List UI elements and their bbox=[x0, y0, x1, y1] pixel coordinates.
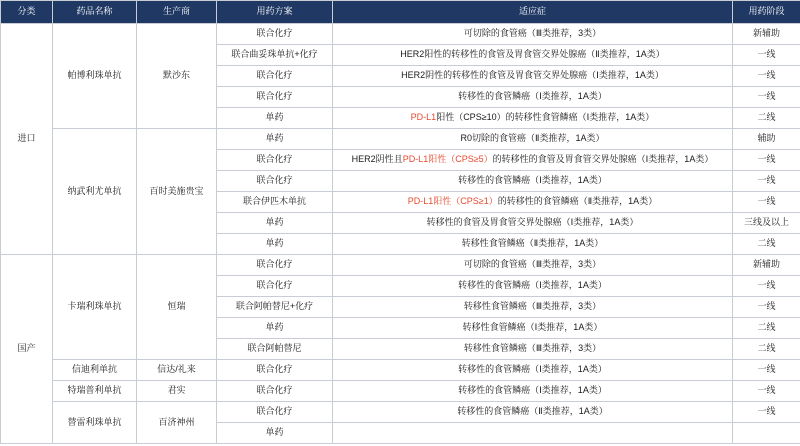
treatment-line-cell: 新辅助 bbox=[733, 255, 800, 276]
treatment-plan-cell: 联合阿帕替尼+化疗 bbox=[217, 297, 333, 318]
treatment-plan-cell: 联合化疗 bbox=[217, 66, 333, 87]
manufacturer-cell: 默沙东 bbox=[137, 24, 217, 129]
treatment-line-cell: 辅助 bbox=[733, 129, 800, 150]
indication-cell: 可切除的食管癌（Ⅲ类推荐，3类） bbox=[333, 255, 733, 276]
category-cell: 进口 bbox=[1, 24, 53, 255]
treatment-plan-cell: 联合化疗 bbox=[217, 87, 333, 108]
treatment-line-cell bbox=[733, 423, 800, 444]
table-row bbox=[1, 24, 800, 45]
drug-name-cell: 替雷利珠单抗 bbox=[53, 402, 137, 444]
indication-cell: 转移性食管鳞癌（Ⅲ类推荐，3类） bbox=[333, 339, 733, 360]
indication-cell: 转移性的食管鳞癌（Ⅰ类推荐，1A类） bbox=[333, 381, 733, 402]
indication-highlight: PD-L1阳性（CPS≥5） bbox=[402, 154, 493, 165]
indication-cell: PD-L1阳性（CPS≥1）的转移性的食管鳞癌（Ⅱ类推荐，1A类） bbox=[333, 192, 733, 213]
treatment-plan-cell: 联合化疗 bbox=[217, 24, 333, 45]
indication-cell: 转移性的食管鳞癌（Ⅰ类推荐，1A类） bbox=[333, 360, 733, 381]
indication-highlight: PD-L1 bbox=[410, 112, 437, 123]
drug-name-cell: 帕博利珠单抗 bbox=[53, 24, 137, 129]
column-header-plan: 用药方案 bbox=[217, 1, 333, 24]
treatment-line-cell: 一线 bbox=[733, 297, 800, 318]
table-row bbox=[1, 255, 800, 276]
drug-name-cell: 纳武利尤单抗 bbox=[53, 129, 137, 255]
indication-cell: HER2阴性且PD-L1阳性（CPS≥5）的转移性的食管及胃食管交界处腺癌（Ⅰ类推荐，1A类） bbox=[333, 150, 733, 171]
treatment-plan-cell: 单药 bbox=[217, 318, 333, 339]
treatment-plan-cell: 联合化疗 bbox=[217, 255, 333, 276]
treatment-plan-cell: 联合化疗 bbox=[217, 276, 333, 297]
table-header-row bbox=[1, 1, 800, 24]
column-header-category: 分类 bbox=[1, 1, 53, 24]
indication-cell: 转移性食管鳞癌（Ⅱ类推荐，1A类） bbox=[333, 234, 733, 255]
column-header-indication: 适应症 bbox=[333, 1, 733, 24]
indication-cell: 转移性的食管及胃食管交界处腺癌（Ⅰ类推荐，1A类） bbox=[333, 213, 733, 234]
treatment-plan-cell: 单药 bbox=[217, 213, 333, 234]
manufacturer-cell: 君实 bbox=[137, 381, 217, 402]
treatment-line-cell: 一线 bbox=[733, 171, 800, 192]
treatment-plan-cell: 联合化疗 bbox=[217, 360, 333, 381]
category-cell: 国产 bbox=[1, 255, 53, 444]
treatment-plan-cell: 联合曲妥珠单抗+化疗 bbox=[217, 45, 333, 66]
table-row bbox=[1, 381, 800, 402]
table-body bbox=[1, 24, 800, 444]
table-row bbox=[1, 402, 800, 423]
treatment-line-cell: 一线 bbox=[733, 276, 800, 297]
treatment-line-cell: 一线 bbox=[733, 66, 800, 87]
indication-cell: 可切除的食管癌（Ⅲ类推荐，3类） bbox=[333, 24, 733, 45]
treatment-plan-cell: 联合伊匹木单抗 bbox=[217, 192, 333, 213]
treatment-line-cell: 一线 bbox=[733, 402, 800, 423]
manufacturer-cell: 百济神州 bbox=[137, 402, 217, 444]
treatment-line-cell: 二线 bbox=[733, 339, 800, 360]
treatment-line-cell: 二线 bbox=[733, 234, 800, 255]
indication-cell: HER2阴性的转移性的食管及胃食管交界处腺癌（Ⅰ类推荐，1A类） bbox=[333, 66, 733, 87]
treatment-plan-cell: 单药 bbox=[217, 108, 333, 129]
drug-name-cell: 卡瑞利珠单抗 bbox=[53, 255, 137, 360]
indication-cell: 转移性的食管鳞癌（Ⅰ类推荐，1A类） bbox=[333, 87, 733, 108]
indication-cell: 转移性的食管鳞癌（Ⅰ类推荐，1A类） bbox=[333, 171, 733, 192]
treatment-plan-cell: 单药 bbox=[217, 129, 333, 150]
treatment-line-cell: 一线 bbox=[733, 45, 800, 66]
manufacturer-cell: 恒瑞 bbox=[137, 255, 217, 360]
treatment-line-cell: 一线 bbox=[733, 192, 800, 213]
table-row bbox=[1, 360, 800, 381]
treatment-line-cell: 二线 bbox=[733, 318, 800, 339]
column-header-drug: 药品名称 bbox=[53, 1, 137, 24]
treatment-plan-cell: 联合阿帕替尼 bbox=[217, 339, 333, 360]
table-row bbox=[1, 129, 800, 150]
indication-cell: 转移性食管鳞癌（Ⅲ类推荐，3类） bbox=[333, 297, 733, 318]
drug-name-cell: 特瑞普利单抗 bbox=[53, 381, 137, 402]
treatment-plan-cell: 联合化疗 bbox=[217, 150, 333, 171]
treatment-line-cell: 一线 bbox=[733, 360, 800, 381]
treatment-line-cell: 三线及以上 bbox=[733, 213, 800, 234]
treatment-plan-cell: 联合化疗 bbox=[217, 402, 333, 423]
manufacturer-cell: 百时美施贵宝 bbox=[137, 129, 217, 255]
drug-name-cell: 信迪利单抗 bbox=[53, 360, 137, 381]
treatment-line-cell: 一线 bbox=[733, 87, 800, 108]
treatment-line-cell: 一线 bbox=[733, 150, 800, 171]
treatment-plan-cell: 联合化疗 bbox=[217, 381, 333, 402]
indication-cell: HER2阳性的转移性的食管及胃食管交界处腺癌（Ⅱ类推荐，1A类） bbox=[333, 45, 733, 66]
treatment-plan-cell: 单药 bbox=[217, 234, 333, 255]
treatment-line-cell: 二线 bbox=[733, 108, 800, 129]
treatment-line-cell: 一线 bbox=[733, 381, 800, 402]
treatment-plan-cell: 单药 bbox=[217, 423, 333, 444]
column-header-line: 用药阶段 bbox=[733, 1, 800, 24]
indication-cell: PD-L1阳性（CPS≥10）的转移性食管鳞癌（Ⅰ类推荐，1A类） bbox=[333, 108, 733, 129]
indication-cell: 转移性的食管鳞癌（Ⅰ类推荐，1A类） bbox=[333, 276, 733, 297]
indication-cell: R0切除的食管癌（Ⅱ类推荐，1A类） bbox=[333, 129, 733, 150]
indication-cell: 转移性的食管鳞癌（Ⅱ类推荐，1A类） bbox=[333, 402, 733, 423]
indication-highlight: PD-L1阳性（CPS≥1） bbox=[407, 196, 498, 207]
table-header bbox=[1, 1, 800, 24]
treatment-line-cell: 新辅助 bbox=[733, 24, 800, 45]
indication-cell bbox=[333, 423, 733, 444]
column-header-maker: 生产商 bbox=[137, 1, 217, 24]
treatment-plan-cell: 联合化疗 bbox=[217, 171, 333, 192]
manufacturer-cell: 信达/礼来 bbox=[137, 360, 217, 381]
indication-cell: 转移性食管鳞癌（Ⅰ类推荐，1A类） bbox=[333, 318, 733, 339]
